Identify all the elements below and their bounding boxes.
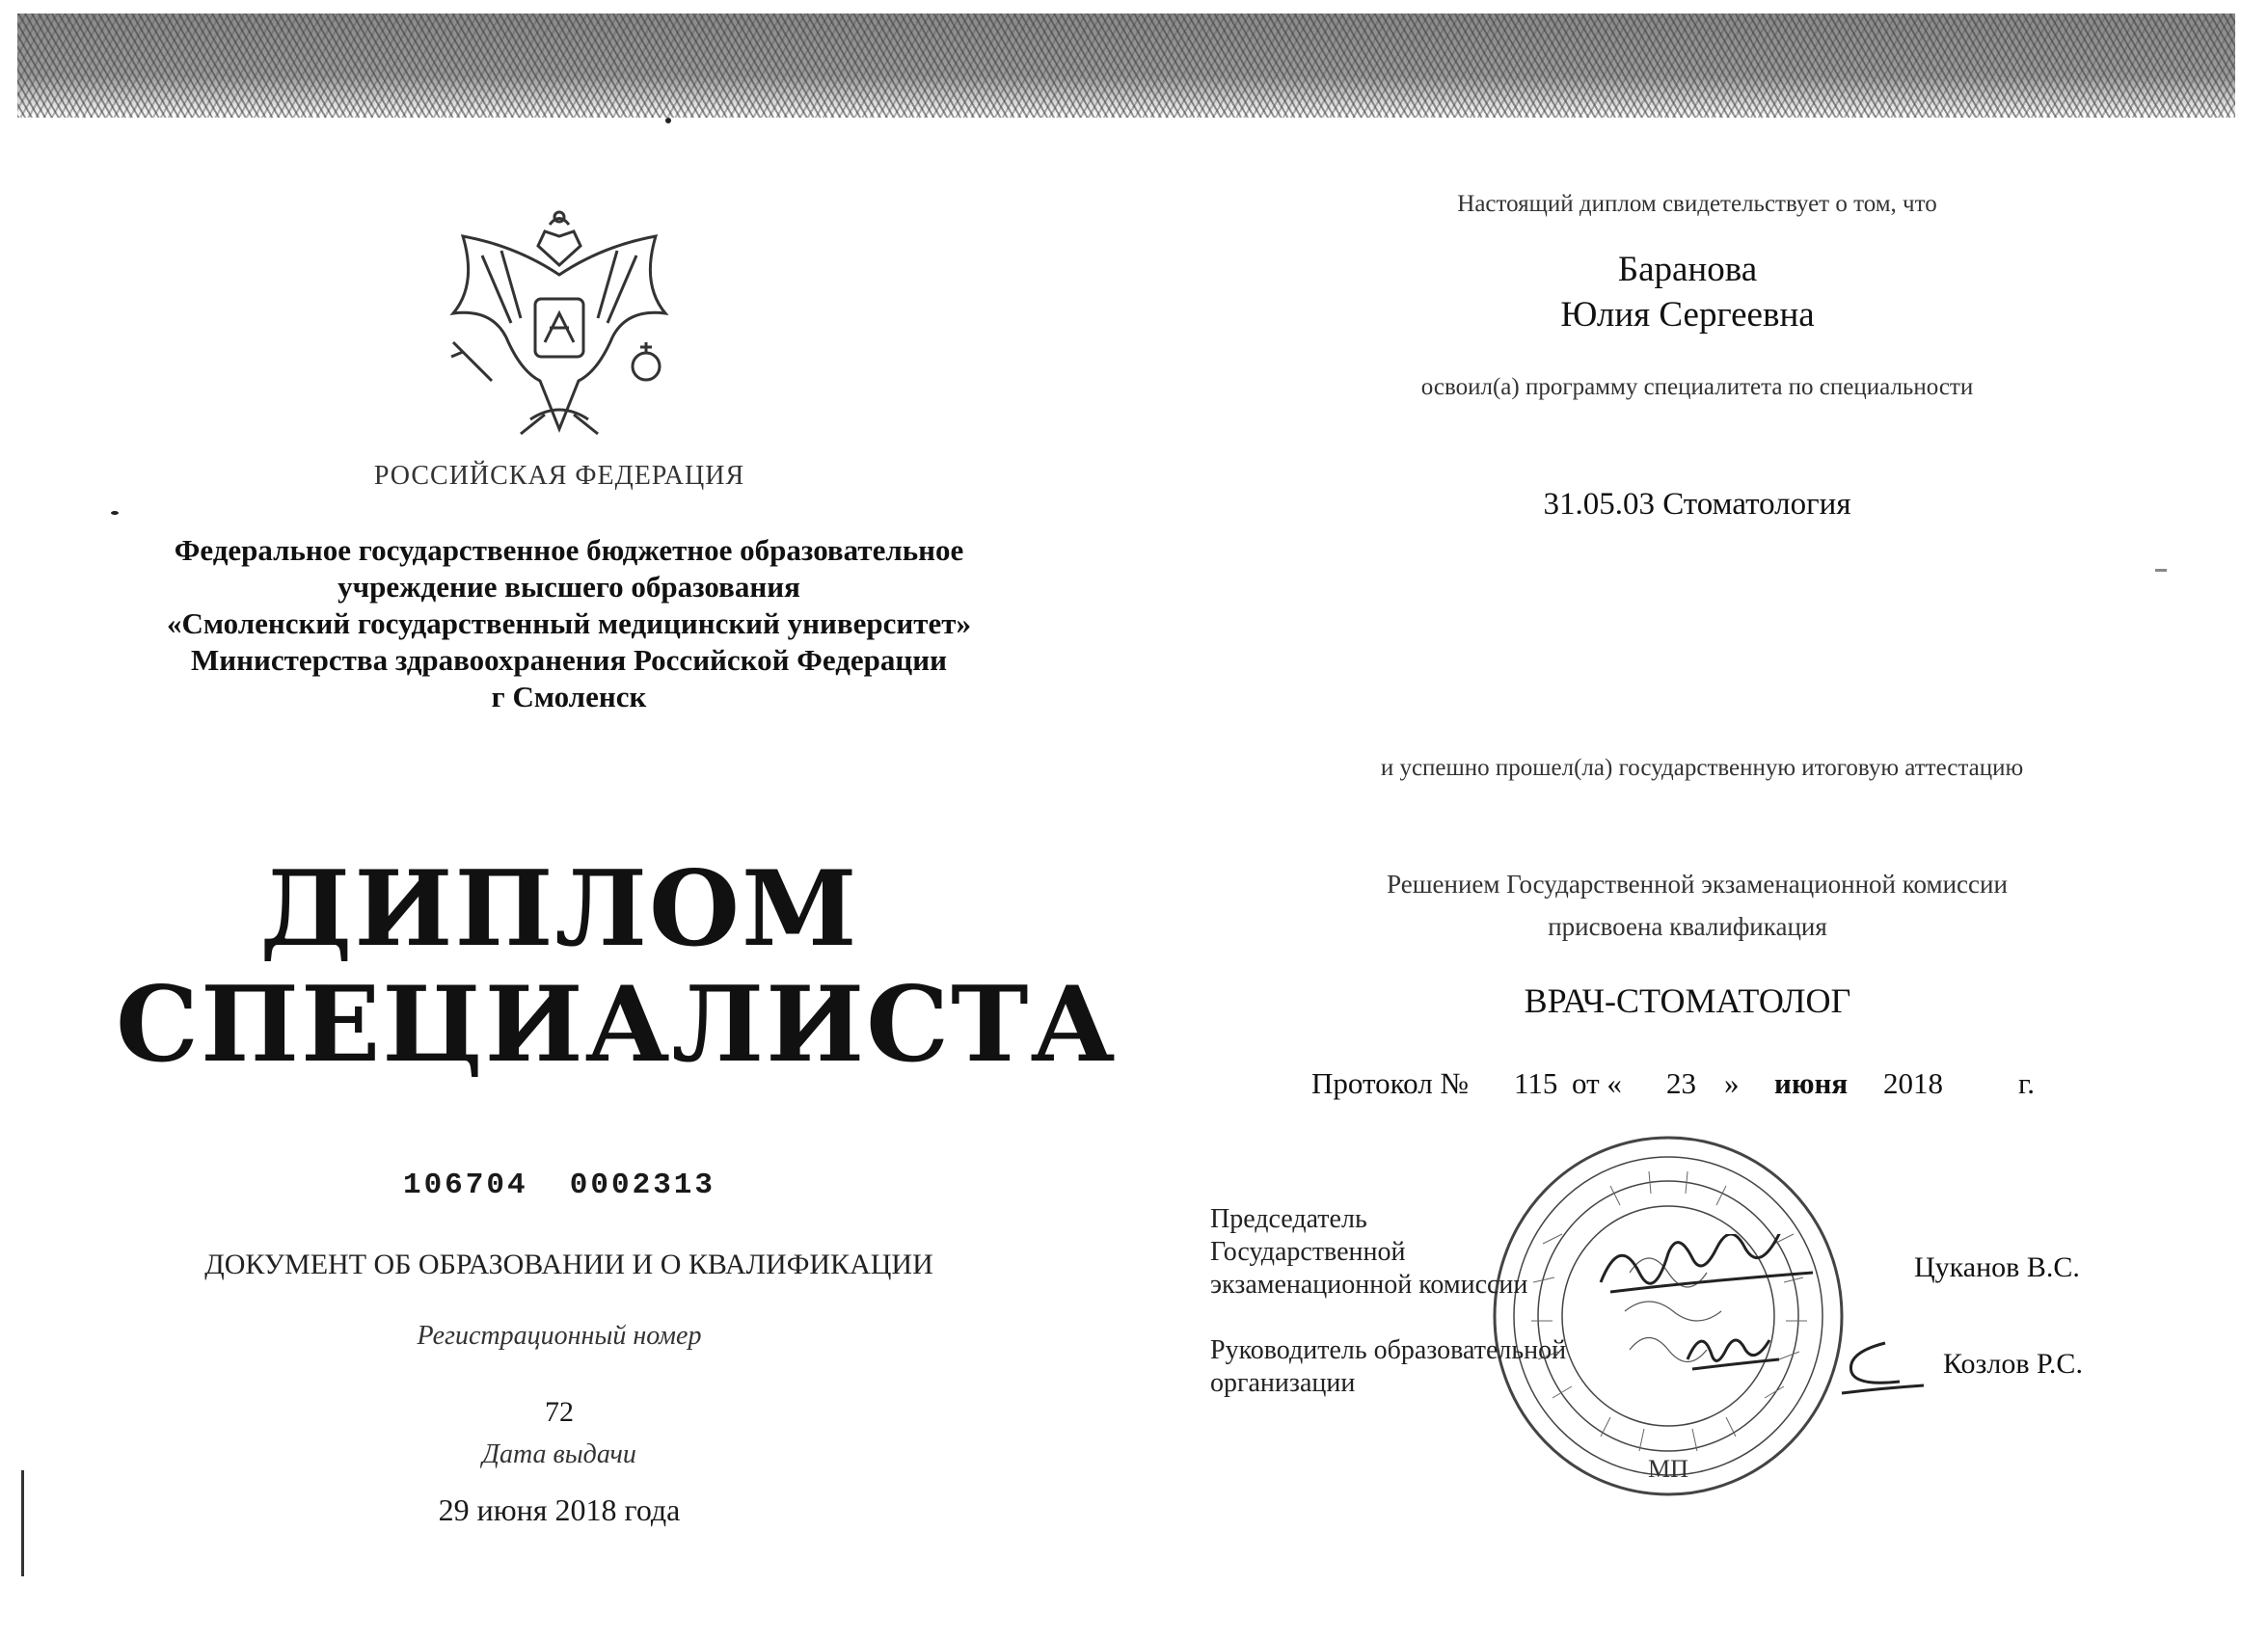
graduate-surname: Баранова xyxy=(1617,250,1758,289)
institution-line: Федеральное государственное бюджетное образовательное xyxy=(174,533,964,567)
scan-edge-mark xyxy=(21,1470,24,1576)
commission-decision-line2: присвоена квалификация xyxy=(1548,912,1827,941)
chairman-label-line: Председатель xyxy=(1210,1204,1367,1234)
institution-line: «Смоленский государственный медицинский университет» xyxy=(167,606,971,640)
guilloche-band xyxy=(17,13,2235,118)
chairman-signature-icon xyxy=(1591,1234,1832,1311)
protocol-label: Протокол № xyxy=(1311,1066,1469,1100)
issue-date: 29 июня 2018 года xyxy=(438,1492,681,1527)
mastered-text: освоил(а) программу специалитета по специальности xyxy=(1420,374,1974,400)
head-signature-mark-icon xyxy=(1832,1335,1929,1403)
specialty: 31.05.03 Стоматология xyxy=(1543,487,1851,522)
registration-label: Регистрационный номер xyxy=(417,1321,702,1351)
registration-number: 72 xyxy=(545,1396,574,1428)
protocol-year: 2018 xyxy=(1883,1066,1943,1100)
institution-line: учреждение высшего образования xyxy=(338,570,800,604)
graduate-given-names: Юлия Сергеевна xyxy=(1560,295,1815,335)
protocol-day: 23 xyxy=(1666,1066,1696,1100)
qualification: ВРАЧ-СТОМАТОЛОГ xyxy=(1524,981,1851,1020)
seal-mark: МП xyxy=(1648,1455,1688,1483)
scan-speck xyxy=(111,511,119,515)
issue-date-label: Дата выдачи xyxy=(482,1439,636,1469)
scan-speck xyxy=(665,118,671,123)
protocol-month: июня xyxy=(1774,1066,1849,1100)
head-signature-icon xyxy=(1678,1321,1794,1379)
chairman-name: Цуканов В.С. xyxy=(1914,1251,2080,1283)
chairman-label-line: Государственной xyxy=(1210,1237,1406,1267)
coat-of-arms-icon xyxy=(424,207,694,448)
chairman-label-line: экзаменационной комиссии xyxy=(1210,1270,1528,1300)
commission-decision-line1: Решением Государственной экзаменационной комиссии xyxy=(1387,870,2008,899)
serial-number: 106704 0002313 xyxy=(402,1169,716,1202)
institution-line: г Смоленск xyxy=(491,680,647,713)
diploma-title-line1: ДИПЛОМ xyxy=(259,848,859,970)
head-label-line: организации xyxy=(1210,1368,1356,1398)
country-label: РОССИЙСКАЯ ФЕДЕРАЦИЯ xyxy=(373,461,745,491)
chairman-label xyxy=(1210,1203,1527,1302)
protocol-number: 115 xyxy=(1514,1066,1558,1100)
attestation-text: и успешно прошел(ла) государственную итоговую аттестацию xyxy=(1380,755,2024,781)
institution-name xyxy=(135,532,1003,715)
diploma-title-line2: СПЕЦИАЛИСТА xyxy=(116,964,1118,1086)
protocol-year-suffix: г. xyxy=(2018,1066,2035,1100)
head-label xyxy=(1210,1334,1566,1400)
scan-speck xyxy=(2155,569,2167,572)
intro-text: Настоящий диплом свидетельствует о том, что xyxy=(1457,191,1937,217)
head-label-line: Руководитель образовательной xyxy=(1210,1335,1567,1365)
head-name: Козлов Р.С. xyxy=(1943,1348,2083,1380)
document-type: ДОКУМЕНТ ОБ ОБРАЗОВАНИИ И О КВАЛИФИКАЦИИ xyxy=(204,1249,933,1280)
official-seal-icon xyxy=(1485,1128,1851,1504)
institution-line: Министерства здравоохранения Российской Федерации xyxy=(191,643,947,677)
protocol-from-label: от « xyxy=(1572,1066,1622,1100)
protocol-close-quote: » xyxy=(1724,1066,1740,1100)
